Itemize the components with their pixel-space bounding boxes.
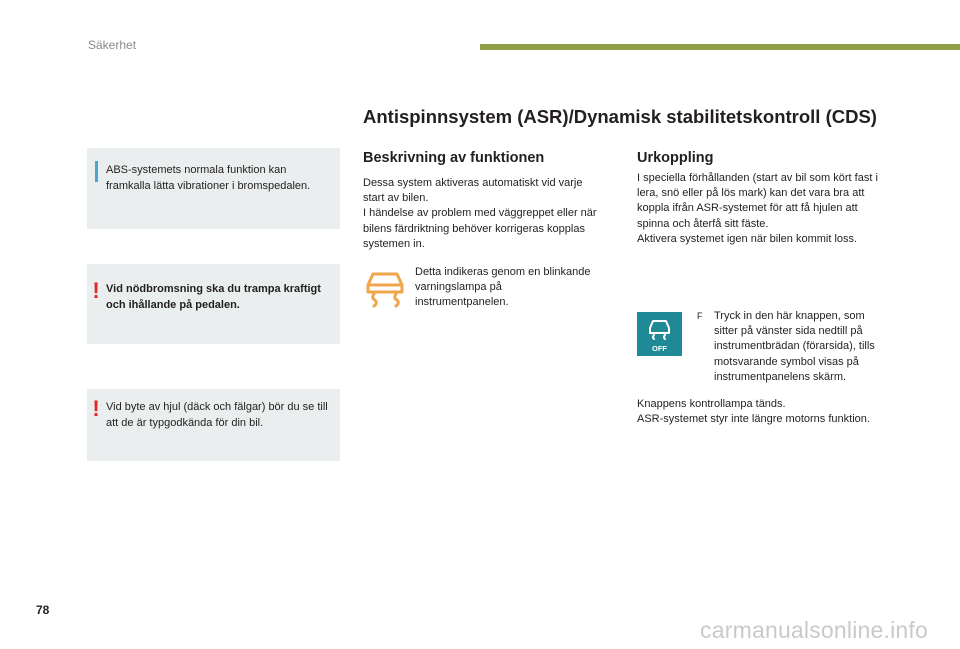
header-rule [480,44,960,50]
warning-exclamation-icon: ! [92,278,100,303]
warning-note-text: Vid byte av hjul (däck och fälgar) bör du se till att de är typgodkända för din bil. [106,401,328,429]
info-bar [95,161,98,182]
skid-warning-icon [365,268,405,308]
off-label: OFF [652,344,667,353]
warning-note-text: Vid nödbromsning ska du trampa kraftigt och ihållande på pedalen. [106,283,321,311]
section-label: Säkerhet [88,38,137,52]
warning-note-wheels [87,389,340,461]
disable-heading: Urkoppling [637,150,714,166]
disable-text: I speciella förhållanden (start av bil som kört fast i lera, snö eller på lös mark) kan det vara bra att koppla ifrån ASR-systemet för att få hjulen att spinna och återfå sitt fäste. Aktivera systemet igen när bilen kommit loss. [637,172,878,245]
page-number: 78 [36,603,50,617]
info-note-text: ABS-systemets normala funktion kan framkalla lätta vibrationer i bromspedalen. [106,164,311,192]
watermark: carmanualsonline.info [700,617,928,643]
warning-note-braking [87,264,340,344]
description-text: Dessa system aktiveras automatiskt vid varje start av bilen. I händelse av problem med väggreppet eller när bilens färdriktning behöver korrigeras kopplas systemen in. [363,177,597,250]
indicator-text: Detta indikeras genom en blinkande varningslampa på instrumentpanelen. [415,266,591,309]
page-title: Antispinnsystem (ASR)/Dynamisk stabilitetskontroll (CDS) [363,106,877,127]
step-text: Tryck in den här knappen, som sitter på vänster sida nedtill på instrumentbrädan (förarsida), tills motsvarande symbol visas på instrumentpanelens skärm. [714,310,875,383]
esp-off-button-icon [637,312,682,356]
info-note [87,148,340,229]
description-heading: Beskrivning av funktionen [363,150,545,166]
warning-exclamation-icon: ! [92,396,100,421]
result-text: Knappens kontrollampa tänds. ASR-systemet styr inte längre motorns funktion. [637,398,870,426]
bullet-icon: F [697,311,703,321]
